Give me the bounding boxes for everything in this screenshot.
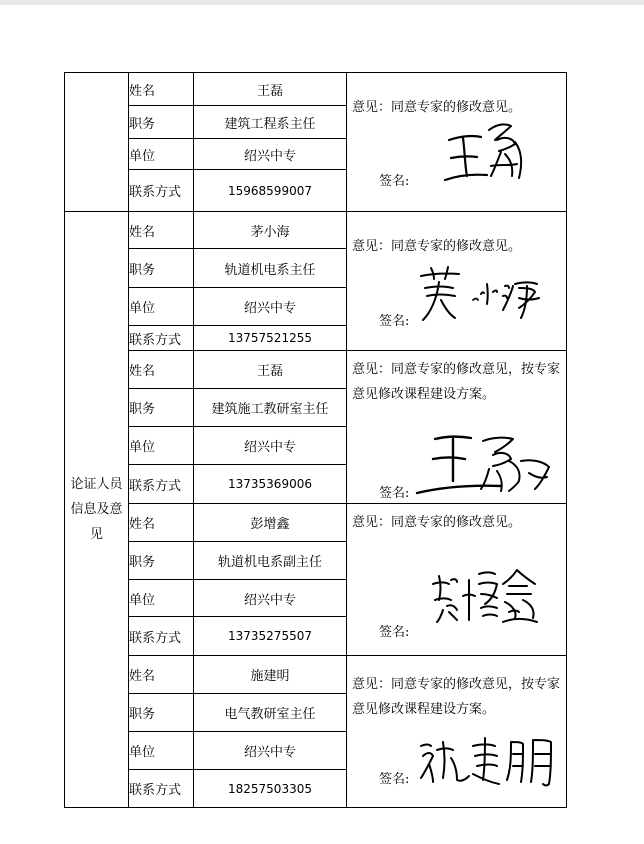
person-3-unit: 绍兴中专 xyxy=(194,427,347,465)
person-5-unit: 绍兴中专 xyxy=(194,732,347,770)
top-band xyxy=(0,0,644,5)
person-1-signature xyxy=(439,120,529,186)
person-4-unit: 绍兴中专 xyxy=(194,580,347,617)
person-4-opinion: 意见：同意专家的修改意见。 xyxy=(352,515,522,530)
person-5-opinion-cell xyxy=(347,656,567,808)
person-3-name-row xyxy=(65,351,567,389)
person-4-name: 彭增鑫 xyxy=(194,504,347,542)
person-2-sign-label: 签名: xyxy=(379,314,410,329)
field-label-unit: 单位 xyxy=(129,427,194,465)
field-label-title: 职务 xyxy=(129,249,194,288)
person-3-opinion-cell xyxy=(347,351,567,504)
field-label-name: 姓名 xyxy=(129,351,194,389)
person-2-phone: 13757521255 xyxy=(194,326,347,351)
field-label-name: 姓名 xyxy=(129,73,194,106)
person-4-name-row xyxy=(65,504,567,542)
person-5-name-row xyxy=(65,656,567,694)
person-3-phone: 13735369006 xyxy=(194,465,347,504)
person-4-title: 轨道机电系副主任 xyxy=(194,542,347,580)
person-5-name: 施建明 xyxy=(194,656,347,694)
person-2-opinion-cell xyxy=(347,212,567,351)
person-4-phone: 13735275507 xyxy=(194,617,347,656)
field-label-name: 姓名 xyxy=(129,504,194,542)
person-2-signature xyxy=(415,262,547,326)
person-3-opinion: 意见：同意专家的修改意见，按专家意见修改课程建设方案。 xyxy=(352,362,561,402)
field-label-title: 职务 xyxy=(129,694,194,732)
person-4-opinion-cell xyxy=(347,504,567,656)
field-label-unit: 单位 xyxy=(129,732,194,770)
field-label-phone: 联系方式 xyxy=(129,770,194,808)
person-1-opinion-cell xyxy=(347,73,567,212)
person-2-opinion: 意见：同意专家的修改意见。 xyxy=(352,239,522,254)
field-label-name: 姓名 xyxy=(129,212,194,249)
person-1-name: 王磊 xyxy=(194,73,347,106)
field-label-title: 职务 xyxy=(129,389,194,427)
person-2-title: 轨道机电系主任 xyxy=(194,249,347,288)
section-cell-empty xyxy=(65,73,129,212)
field-label-phone: 联系方式 xyxy=(129,326,194,351)
field-label-phone: 联系方式 xyxy=(129,617,194,656)
person-2-name: 茅小海 xyxy=(194,212,347,249)
reviewer-table xyxy=(64,72,567,808)
field-label-phone: 联系方式 xyxy=(129,465,194,504)
person-3-title: 建筑施工教研室主任 xyxy=(194,389,347,427)
field-label-name: 姓名 xyxy=(129,656,194,694)
field-label-title: 职务 xyxy=(129,542,194,580)
person-2-name-row xyxy=(65,212,567,249)
field-label-unit: 单位 xyxy=(129,288,194,326)
person-1-phone: 15968599007 xyxy=(194,170,347,212)
section-label: 论证人员信息及意见 xyxy=(65,212,129,808)
person-1-opinion: 意见：同意专家的修改意见。 xyxy=(352,100,522,115)
person-1-unit: 绍兴中专 xyxy=(194,139,347,170)
person-4-sign-label: 签名: xyxy=(379,625,410,640)
person-1-title: 建筑工程系主任 xyxy=(194,106,347,139)
person-2-unit: 绍兴中专 xyxy=(194,288,347,326)
person-1-name-row xyxy=(65,73,567,106)
person-5-signature xyxy=(417,734,559,788)
person-4-signature xyxy=(429,566,541,628)
field-label-title: 职务 xyxy=(129,106,194,139)
person-3-name: 王磊 xyxy=(194,351,347,389)
person-3-signature xyxy=(413,431,563,501)
field-label-phone: 联系方式 xyxy=(129,170,194,212)
person-5-title: 电气教研室主任 xyxy=(194,694,347,732)
person-5-sign-label: 签名: xyxy=(379,772,410,787)
person-5-opinion: 意见：同意专家的修改意见，按专家意见修改课程建设方案。 xyxy=(352,677,561,717)
person-5-phone: 18257503305 xyxy=(194,770,347,808)
field-label-unit: 单位 xyxy=(129,139,194,170)
person-3-sign-label: 签名: xyxy=(379,486,410,501)
field-label-unit: 单位 xyxy=(129,580,194,617)
person-1-sign-label: 签名: xyxy=(379,174,410,189)
